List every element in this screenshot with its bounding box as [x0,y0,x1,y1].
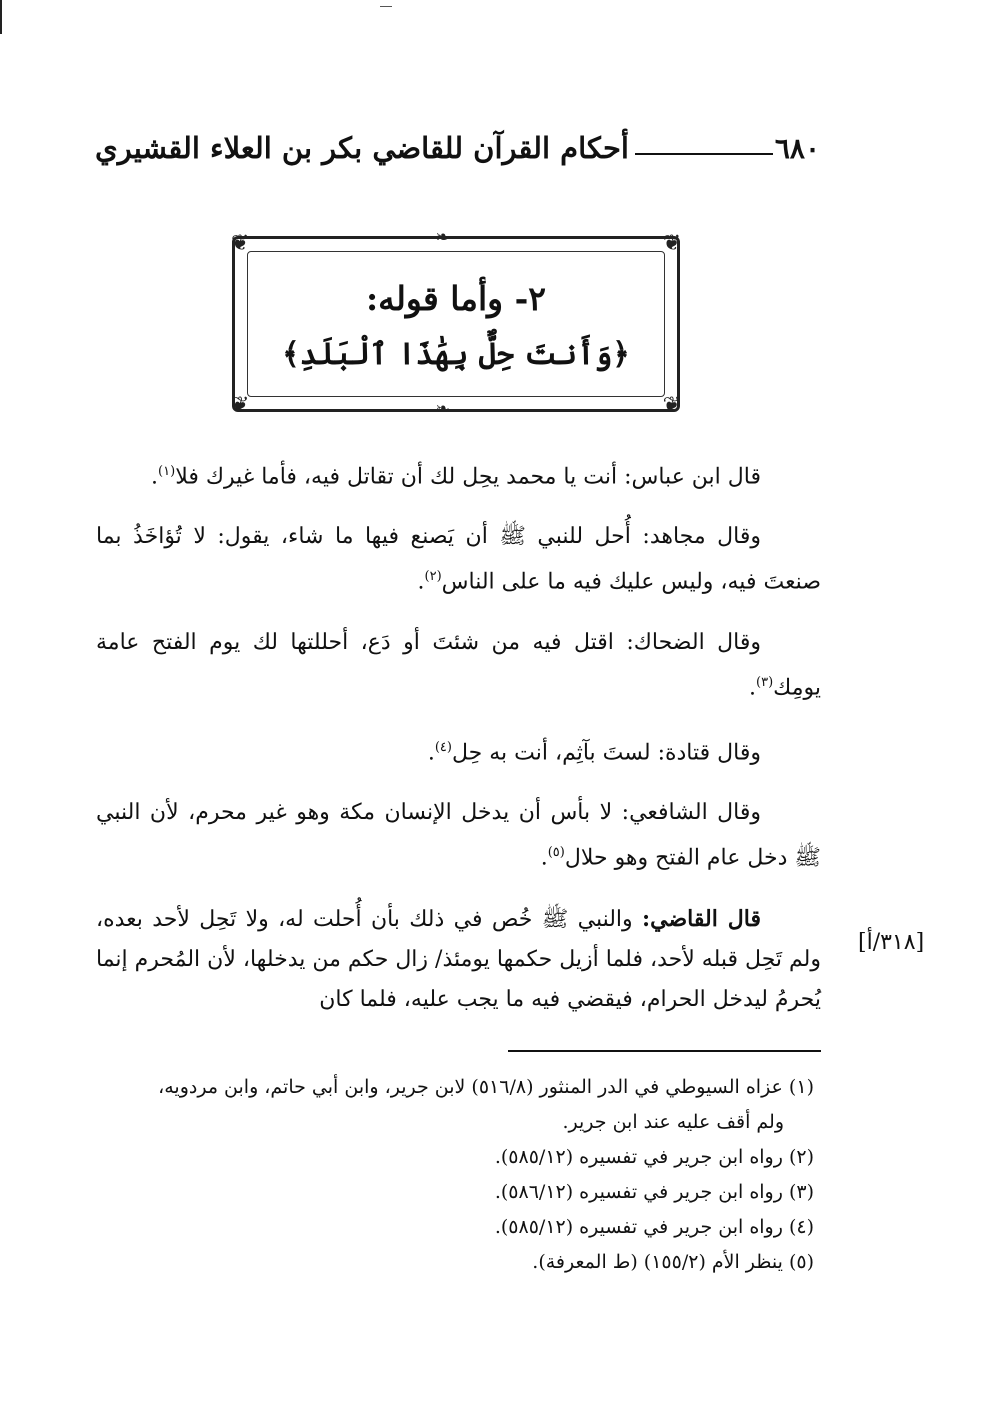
paragraph: وقال الشافعي: لا بأس أن يدخل الإنسان مكة وهو غير محرم، لأن النبي ﷺ دخل عام الفتح وهو حلال$^{(٥)}$. [96,800,821,871]
footnotes [96,1070,814,1280]
page-edge-mark [0,0,2,34]
paragraph: وقال قتادة: لستَ بآثِم، أنت به حِل$^{(٤)}$. [427,739,761,766]
quran-verse: ﴿وَأَنتَ حِلٌّ بِهَٰذَا ٱلْبَلَدِ﴾ [282,337,630,372]
frame-inner-border [247,251,665,397]
footnote: (١) عزاه السيوطي في الدر المنثور (٥١٦/٨) لابن جرير، وابن أبي حاتم، وابن مردويه، [158,1076,814,1098]
footnote-ref: (٢) [424,569,442,585]
book-title: أحكام القرآن للقاضي بكر بن العلاء القشيري [95,131,629,165]
corner-ornament-icon: ❦ [231,231,250,256]
footnote-separator [508,1050,821,1052]
main-text [96,452,821,1040]
footnote: (٥) ينظر الأم (١٥٥/٢) (ط المعرفة). [532,1251,814,1273]
qadi-paragraph: قال القاضي: والنبي ﷺ خُص في ذلك بأن أُحلت له، ولا تَحِل لأحد بعده، ولم تَحِل قبله لأحد، فلما أزيل حكمها يومئذ/ زال حكم من يدخلها، لأن المُحرم إنما يُحرمُ ليدخل الحرام، فيقضي فيه ما يجب عليه، فلما كان [96,905,821,1012]
header-rule [635,153,773,155]
footnote-continuation: ولم أقف عليه عند ابن جرير. [562,1111,784,1133]
footnote-ref: (٤) [434,739,452,755]
paragraph: وقال مجاهد: أُحل للنبي ﷺ أن يَصنع فيها ما شاء، يقول: لا تُؤاخَذُ بما صنعتَ فيه، وليس عليك فيه ما على الناس$^{(٢)}$. [96,524,821,595]
corner-ornament-icon: ❦ [662,393,681,418]
paragraph: وقال الضحاك: اقتل فيه من شئتَ أو دَع، أحللتها لك يوم الفتح عامة يومِك$^{(٣)}$. [96,629,821,700]
footnote-ref: (٣) [756,674,774,690]
paragraph: قال ابن عباس: أنت يا محمد يحِل لك أن تقاتل فيه، فأما غيرك فلا$^{(١)}$. [151,464,761,490]
footnote: (٤) رواه ابن جرير في تفسيره (٥٨٥/١٢). [494,1216,814,1238]
qadi-label: قال القاضي: [642,905,762,932]
corner-ornament-icon: ❦ [231,393,250,418]
corner-ornament-icon: ❦ [662,231,681,256]
bottom-ornament-icon: ❧ [435,399,451,420]
page-number: ٦٨٠ [774,131,820,165]
footnote-ref: (١) [158,464,176,479]
page-top-mark [380,6,392,7]
footnote: (٢) رواه ابن جرير في تفسيره (٥٨٥/١٢). [494,1146,814,1168]
section-title: ٢- وأما قوله: [366,279,546,318]
manuscript-folio-note: [٣١٨/أ] [858,930,925,955]
section-heading-frame [231,227,681,420]
footnote: (٣) رواه ابن جرير في تفسيره (٥٨٦/١٢). [494,1181,814,1203]
running-header [95,118,820,178]
footnote-ref: (٥) [547,845,565,861]
top-ornament-icon: ❧ [435,227,451,248]
